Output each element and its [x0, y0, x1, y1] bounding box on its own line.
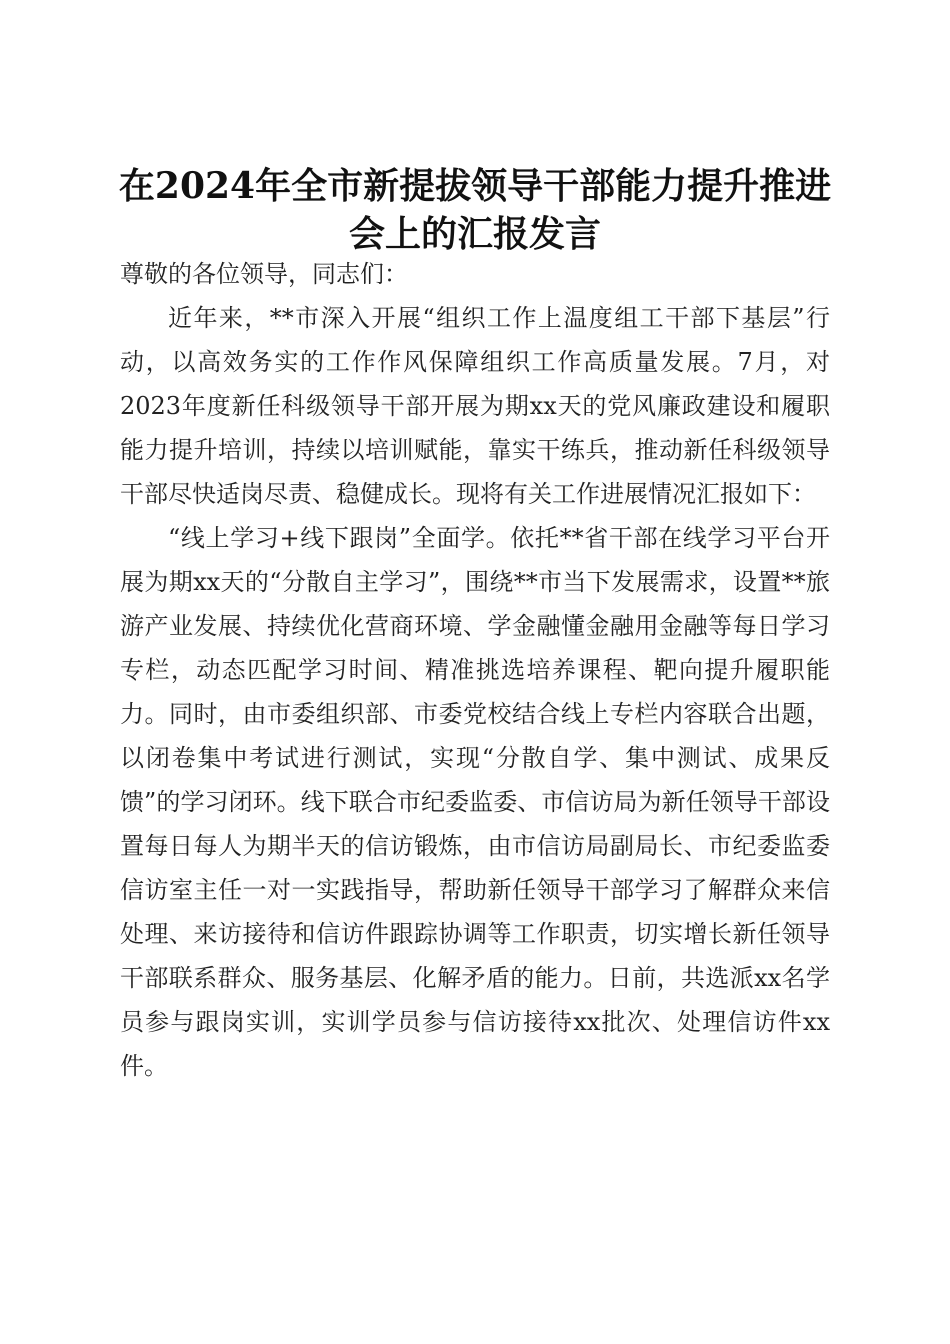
title-line-2: 会上的汇报发言: [348, 213, 601, 256]
paragraph-learning: “线上学习+线下跟岗”全面学。依托**省干部在线学习平台开展为期xx天的“分散自主学习”，围绕**市当下发展需求，设置**旅游产业发展、持续优化营商环境、学金融懂金融用金融等每日学习专栏，动态匹配学习时间、精准挑选培养课程、靶向提升履职能力。同时，由市委组织部、市委党校结合线上专栏内容联合出题，以闭卷集中考试进行测试，实现“分散自学、集中测试、成果反馈”的学习闭环。线下联合市纪委监委、市信访局为新任领导干部设置每日每人为期半天的信访锻炼，由市信访局副局长、市纪委监委信访室主任一对一实践指导，帮助新任领导干部学习了解群众来信处理、来访接待和信访件跟踪协调等工作职责，切实增长新任领导干部联系群众、服务基层、化解矛盾的能力。日前，共选派xx名学员参与跟岗实训，实训学员参与信访接待xx批次、处理信访件xx件。: [120, 524, 830, 1080]
document-title: [100, 162, 850, 258]
document-body: [120, 252, 830, 1088]
salutation: 尊敬的各位领导，同志们：: [120, 260, 408, 288]
title-line-1: 在2024年全市新提拔领导干部能力提升推进: [118, 165, 832, 208]
paragraph-intro: 近年来，**市深入开展“组织工作上温度组工干部下基层”行动，以高效务实的工作作风保障组织工作高质量发展。7月，对2023年度新任科级领导干部开展为期xx天的党风廉政建设和履职能力提升培训，持续以培训赋能，靠实干练兵，推动新任科级领导干部尽快适岗尽责、稳健成长。现将有关工作进展情况汇报如下：: [120, 304, 830, 508]
